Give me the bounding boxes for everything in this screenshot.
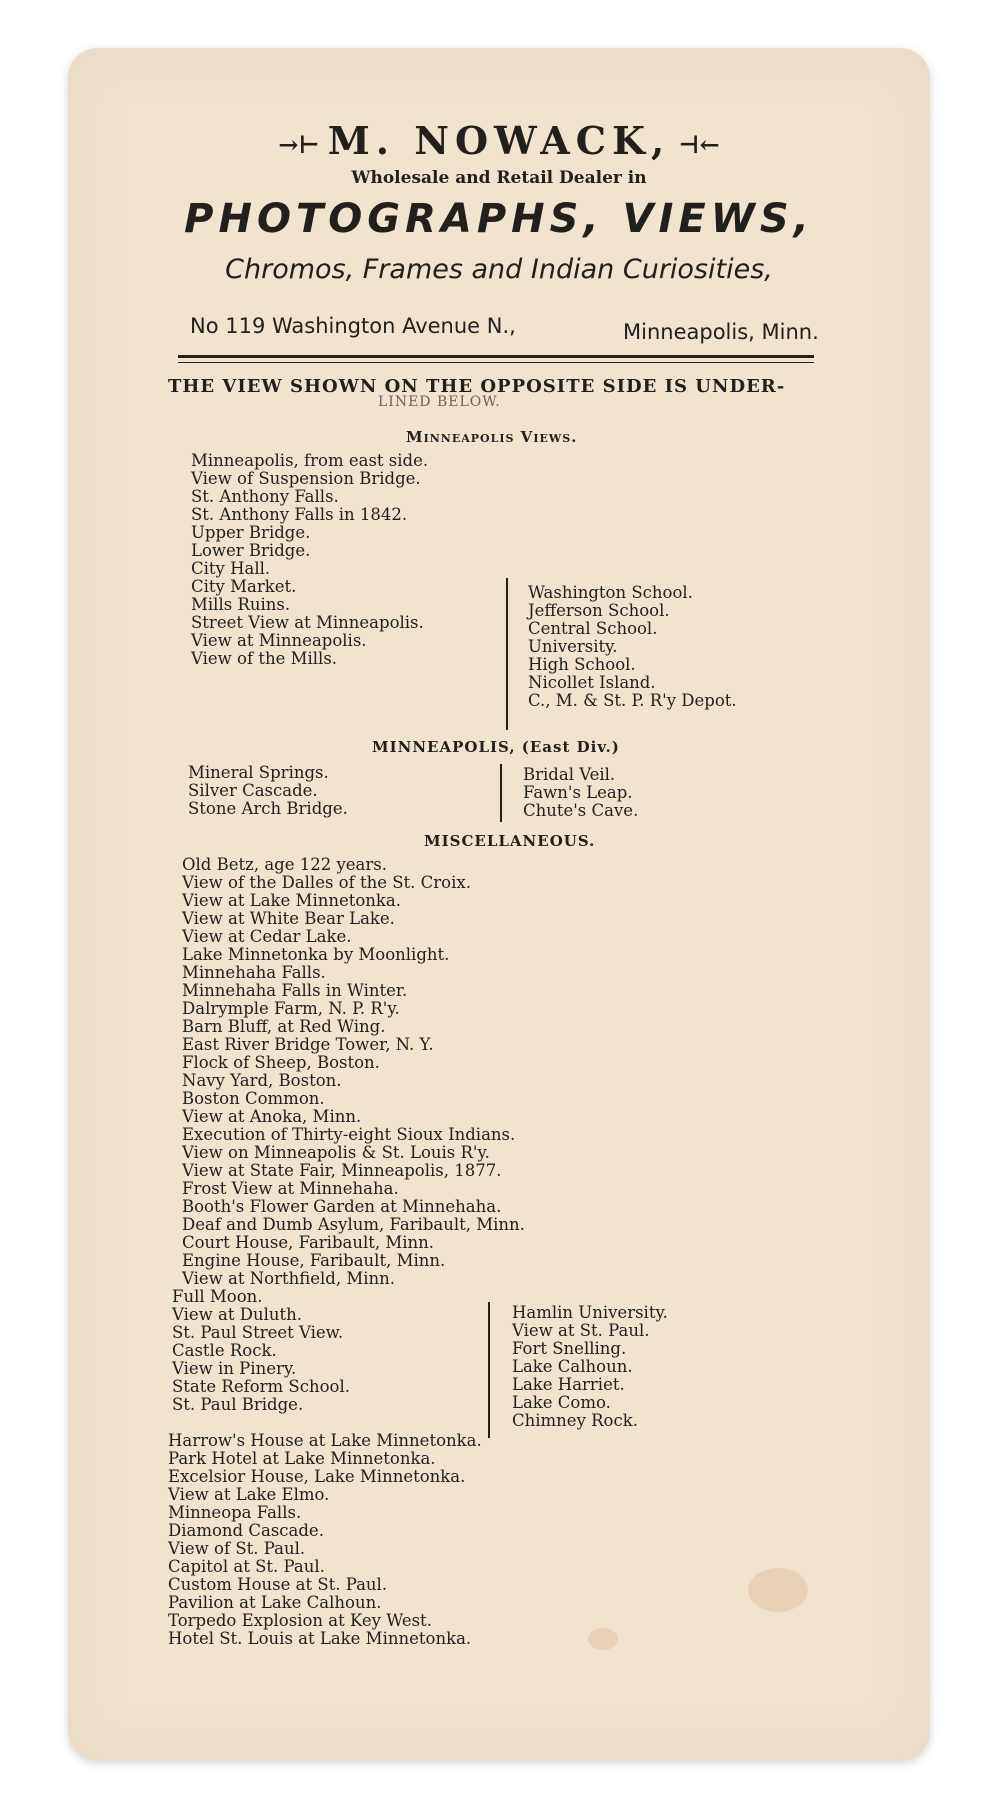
list-item: Boston Common. — [182, 1089, 325, 1108]
foxing-stain — [588, 1628, 618, 1650]
ornament-left: →⊢ — [278, 130, 320, 159]
list-item: Minnehaha Falls. — [182, 963, 326, 982]
list-item: Mineral Springs. — [188, 763, 329, 782]
list-item: St. Paul Bridge. — [172, 1395, 304, 1414]
list-item: Lake Calhoun. — [512, 1357, 633, 1376]
list-item: Lake Como. — [512, 1393, 611, 1412]
list-item: St. Anthony Falls. — [191, 487, 339, 506]
header-rule — [178, 355, 814, 358]
list-item: View in Pinery. — [172, 1359, 297, 1378]
list-item: Jefferson School. — [528, 601, 670, 620]
list-item: View at Lake Elmo. — [168, 1485, 330, 1504]
section-title-east-division: MINNEAPOLIS, (East Div.) — [372, 738, 620, 756]
list-item: Minneopa Falls. — [168, 1503, 302, 1522]
products-subtitle: Chromos, Frames and Indian Curiosities, — [225, 254, 773, 285]
list-item: View at State Fair, Minneapolis, 1877. — [182, 1161, 502, 1180]
list-item: State Reform School. — [172, 1377, 350, 1396]
list-item: Hotel St. Louis at Lake Minnetonka. — [168, 1629, 472, 1648]
east-division-right-list — [523, 766, 638, 820]
list-item: Lake Minnetonka by Moonlight. — [182, 945, 450, 964]
list-item: View at St. Paul. — [512, 1321, 650, 1340]
section-title-miscellaneous: MISCELLANEOUS. — [424, 832, 596, 850]
stereoview-card-back — [68, 48, 930, 1760]
list-item: Harrow's House at Lake Minnetonka. — [168, 1431, 482, 1450]
list-item: Upper Bridge. — [191, 523, 311, 542]
header-rule-thin — [178, 362, 814, 363]
column-divider — [506, 578, 508, 730]
list-item: View at Minneapolis. — [191, 631, 367, 650]
list-item: East River Bridge Tower, N. Y. — [182, 1035, 434, 1054]
list-item: View at Lake Minnetonka. — [182, 891, 402, 910]
list-item: Minnehaha Falls in Winter. — [182, 981, 408, 1000]
list-item: St. Paul Street View. — [172, 1323, 344, 1342]
list-item: Street View at Minneapolis. — [191, 613, 424, 632]
list-item: View of St. Paul. — [168, 1539, 306, 1558]
list-item: View of Suspension Bridge. — [191, 469, 421, 488]
list-item: Park Hotel at Lake Minnetonka. — [168, 1449, 436, 1468]
list-item: Execution of Thirty-eight Sioux Indians. — [182, 1125, 516, 1144]
list-item: Bridal Veil. — [523, 765, 616, 784]
list-item: City Market. — [191, 577, 297, 596]
dealer-name — [68, 118, 930, 163]
list-item: Fort Snelling. — [512, 1339, 627, 1358]
list-item: Navy Yard, Boston. — [182, 1071, 342, 1090]
list-item: View at Anoka, Minn. — [182, 1107, 362, 1126]
minneapolis-views-right-list — [528, 584, 737, 710]
ornament-right: ⊣← — [678, 130, 720, 159]
list-item: C., M. & St. P. R'y Depot. — [528, 691, 737, 710]
list-item: Stone Arch Bridge. — [188, 799, 348, 818]
miscellaneous-list-bottom — [168, 1432, 482, 1648]
notice-line-1: THE VIEW SHOWN ON THE OPPOSITE SIDE IS UNDER- — [168, 376, 786, 397]
miscellaneous-right-list — [512, 1304, 668, 1430]
list-item: View of the Mills. — [191, 649, 338, 668]
dealer-name-text: M. NOWACK, — [327, 118, 671, 163]
dealer-line: Wholesale and Retail Dealer in — [351, 168, 647, 188]
list-item: Deaf and Dumb Asylum, Faribault, Minn. — [182, 1215, 525, 1234]
list-item: Lower Bridge. — [191, 541, 311, 560]
list-item: St. Anthony Falls in 1842. — [191, 505, 408, 524]
list-item: Fawn's Leap. — [523, 783, 633, 802]
list-item: Mills Ruins. — [191, 595, 291, 614]
list-item: Pavilion at Lake Calhoun. — [168, 1593, 382, 1612]
miscellaneous-left-list — [172, 1288, 350, 1414]
list-item: Chimney Rock. — [512, 1411, 638, 1430]
list-item: Custom House at St. Paul. — [168, 1575, 388, 1594]
list-item: Nicollet Island. — [528, 673, 656, 692]
list-item: University. — [528, 637, 618, 656]
list-item: Frost View at Minnehaha. — [182, 1179, 399, 1198]
products-title: PHOTOGRAPHS, VIEWS, — [184, 196, 814, 242]
list-item: View at Cedar Lake. — [182, 927, 352, 946]
column-divider — [500, 764, 502, 822]
foxing-stain — [748, 1568, 808, 1612]
list-item: Flock of Sheep, Boston. — [182, 1053, 380, 1072]
list-item: Hamlin University. — [512, 1303, 668, 1322]
list-item: Lake Harriet. — [512, 1375, 625, 1394]
column-divider — [488, 1302, 490, 1438]
list-item: Castle Rock. — [172, 1341, 277, 1360]
list-item: Central School. — [528, 619, 658, 638]
list-item: City Hall. — [191, 559, 271, 578]
list-item: Barn Bluff, at Red Wing. — [182, 1017, 386, 1036]
list-item: Diamond Cascade. — [168, 1521, 324, 1540]
list-item: Capitol at St. Paul. — [168, 1557, 325, 1576]
city: Minneapolis, Minn. — [623, 320, 819, 344]
list-item: Torpedo Explosion at Key West. — [168, 1611, 432, 1630]
list-item: Minneapolis, from east side. — [191, 451, 429, 470]
list-item: View on Minneapolis & St. Louis R'y. — [182, 1143, 490, 1162]
list-item: View at Northfield, Minn. — [182, 1269, 396, 1288]
list-item: Dalrymple Farm, N. P. R'y. — [182, 999, 400, 1018]
notice-line-2: LINED BELOW. — [378, 394, 501, 410]
miscellaneous-list-top — [182, 856, 525, 1288]
list-item: Engine House, Faribault, Minn. — [182, 1251, 446, 1270]
list-item: Excelsior House, Lake Minnetonka. — [168, 1467, 466, 1486]
list-item: High School. — [528, 655, 636, 674]
list-item: View at Duluth. — [172, 1305, 303, 1324]
list-item: Silver Cascade. — [188, 781, 318, 800]
east-division-left-list — [188, 764, 348, 818]
minneapolis-views-left-list — [191, 452, 428, 668]
list-item: Chute's Cave. — [523, 801, 639, 820]
list-item: View of the Dalles of the St. Croix. — [182, 873, 471, 892]
list-item: Old Betz, age 122 years. — [182, 855, 387, 874]
list-item: Full Moon. — [172, 1287, 263, 1306]
list-item: Court House, Faribault, Minn. — [182, 1233, 435, 1252]
list-item: View at White Bear Lake. — [182, 909, 395, 928]
list-item: Booth's Flower Garden at Minnehaha. — [182, 1197, 502, 1216]
section-title-minneapolis-views: Minneapolis Views. — [406, 428, 578, 446]
street-address: No 119 Washington Avenue N., — [190, 314, 516, 338]
list-item: Washington School. — [528, 583, 693, 602]
